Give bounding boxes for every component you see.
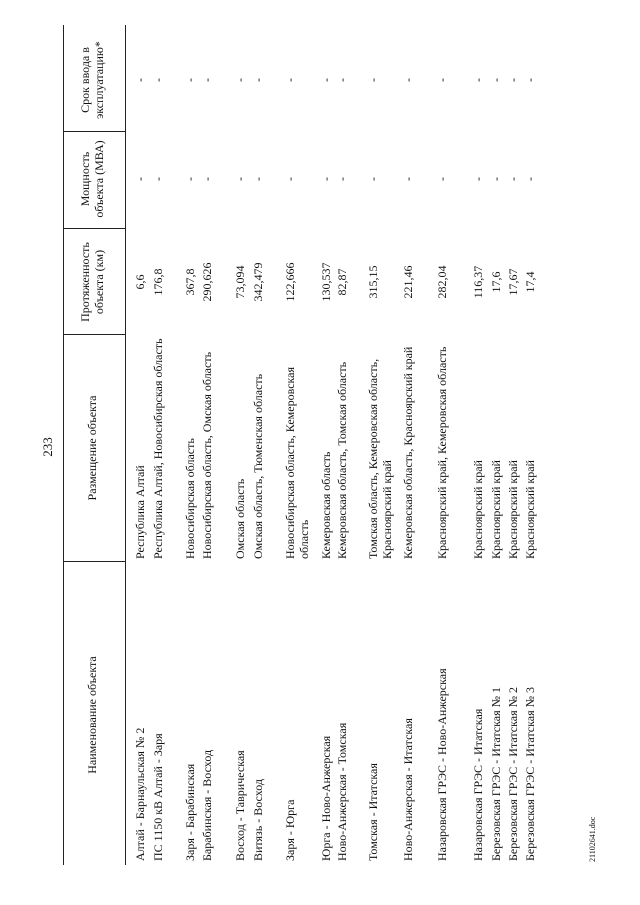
cell-location: Новосибирская область, Кемеровская область <box>283 366 311 559</box>
cell-term: - <box>335 78 349 82</box>
cell-power: - <box>506 177 520 181</box>
cell-term: - <box>489 78 503 82</box>
cell-name: Березовская ГРЭС - Итатская № 2 <box>506 686 520 861</box>
cell-term: - <box>435 78 449 82</box>
column-divider <box>63 561 125 562</box>
cell-length: 367,8 <box>183 268 197 296</box>
cell-location: Кемеровская область, Томская область <box>335 361 349 559</box>
cell-power: - <box>366 177 380 181</box>
cell-power: - <box>200 177 214 181</box>
cell-name: ПС 1150 кВ Алтай - Заря <box>151 733 165 861</box>
header-term: Срок ввода в эксплуатацию* <box>78 41 106 119</box>
cell-name: Барабинская - Восход <box>200 749 214 861</box>
cell-term: - <box>133 78 147 82</box>
cell-length: 73,094 <box>233 265 247 299</box>
cell-length: 290,626 <box>200 262 214 302</box>
cell-length: 176,8 <box>151 268 165 296</box>
cell-length: 17,4 <box>523 271 537 293</box>
cell-location: Красноярский край <box>523 460 537 559</box>
cell-location: Республика Алтай <box>133 465 147 559</box>
column-divider <box>63 334 125 335</box>
cell-name: Восход - Таврическая <box>233 750 247 861</box>
cell-length: 342,479 <box>251 262 265 302</box>
cell-term: - <box>183 78 197 82</box>
table-top-rule <box>63 25 64 865</box>
cell-name: Ново-Анжерская - Томская <box>335 722 349 861</box>
cell-location: Красноярский край <box>489 460 503 559</box>
cell-length: 6,6 <box>133 274 147 290</box>
cell-power: - <box>401 177 415 181</box>
cell-name: Назаровская ГРЭС - Ново-Анжерская <box>435 668 449 861</box>
cell-term: - <box>523 78 537 82</box>
cell-name: Витязь - Восход <box>251 778 265 861</box>
cell-term: - <box>283 78 297 82</box>
cell-term: - <box>319 78 333 82</box>
cell-power: - <box>233 177 247 181</box>
cell-length: 221,46 <box>401 265 415 299</box>
cell-location: Красноярский край <box>506 460 520 559</box>
cell-location: Новосибирская область <box>183 438 197 559</box>
cell-name: Березовская ГРЭС - Итатская № 1 <box>489 686 503 861</box>
cell-power: - <box>471 177 485 181</box>
header-power: Мощность объекта (МВА) <box>78 140 106 218</box>
cell-power: - <box>489 177 503 181</box>
cell-power: - <box>251 177 265 181</box>
column-divider <box>63 131 125 132</box>
cell-power: - <box>523 177 537 181</box>
cell-location: Кемеровская область, Красноярский край <box>401 346 415 559</box>
cell-location: Томская область, Кемеровская область, Красноярский край <box>366 358 394 559</box>
cell-location: Кемеровская область <box>319 451 333 559</box>
cell-name: Заря - Юрга <box>283 799 297 861</box>
cell-length: 17,6 <box>489 271 503 293</box>
cell-power: - <box>133 177 147 181</box>
cell-term: - <box>471 78 485 82</box>
document-id: 21102641.doc <box>588 816 597 862</box>
cell-name: Томская - Итатская <box>366 763 380 861</box>
cell-length: 315,15 <box>366 265 380 299</box>
cell-name: Алтай - Барнаульская № 2 <box>133 727 147 861</box>
header-location: Размещение объекта <box>85 395 99 501</box>
cell-power: - <box>151 177 165 181</box>
cell-name: Заря - Барабинская <box>183 763 197 861</box>
cell-power: - <box>319 177 333 181</box>
cell-length: 116,37 <box>471 265 485 299</box>
cell-location: Красноярский край <box>471 460 485 559</box>
cell-power: - <box>183 177 197 181</box>
cell-location: Красноярский край, Кемеровская область <box>435 346 449 559</box>
column-divider <box>63 228 125 229</box>
header-name: Наименование объекта <box>85 656 99 774</box>
objects-table <box>63 25 588 865</box>
cell-name: Березовская ГРЭС - Итатская № 3 <box>523 686 537 861</box>
cell-location: Республика Алтай, Новосибирская область <box>151 338 165 559</box>
cell-term: - <box>506 78 520 82</box>
cell-term: - <box>251 78 265 82</box>
cell-name: Назаровская ГРЭС - Итатская <box>471 708 485 861</box>
cell-location: Омская область, Тюменская область <box>251 373 265 559</box>
cell-length: 130,537 <box>319 262 333 302</box>
cell-name: Юрга - Ново-Анжерская <box>319 735 333 861</box>
cell-power: - <box>435 177 449 181</box>
cell-power: - <box>283 177 297 181</box>
cell-length: 17,67 <box>506 268 520 296</box>
cell-length: 122,666 <box>283 262 297 302</box>
cell-term: - <box>151 78 165 82</box>
cell-term: - <box>233 78 247 82</box>
table-header-rule <box>125 25 126 865</box>
cell-length: 282,04 <box>435 265 449 299</box>
header-length: Протяженность объекта (км) <box>78 242 106 322</box>
cell-location: Новосибирская область, Омская область <box>200 351 214 559</box>
cell-location: Омская область <box>233 478 247 559</box>
cell-name: Ново-Анжерская - Итатская <box>401 718 415 861</box>
cell-term: - <box>366 78 380 82</box>
cell-power: - <box>335 177 349 181</box>
cell-term: - <box>401 78 415 82</box>
cell-length: 82,87 <box>335 268 349 296</box>
page-number: 233 <box>40 437 55 457</box>
cell-term: - <box>200 78 214 82</box>
